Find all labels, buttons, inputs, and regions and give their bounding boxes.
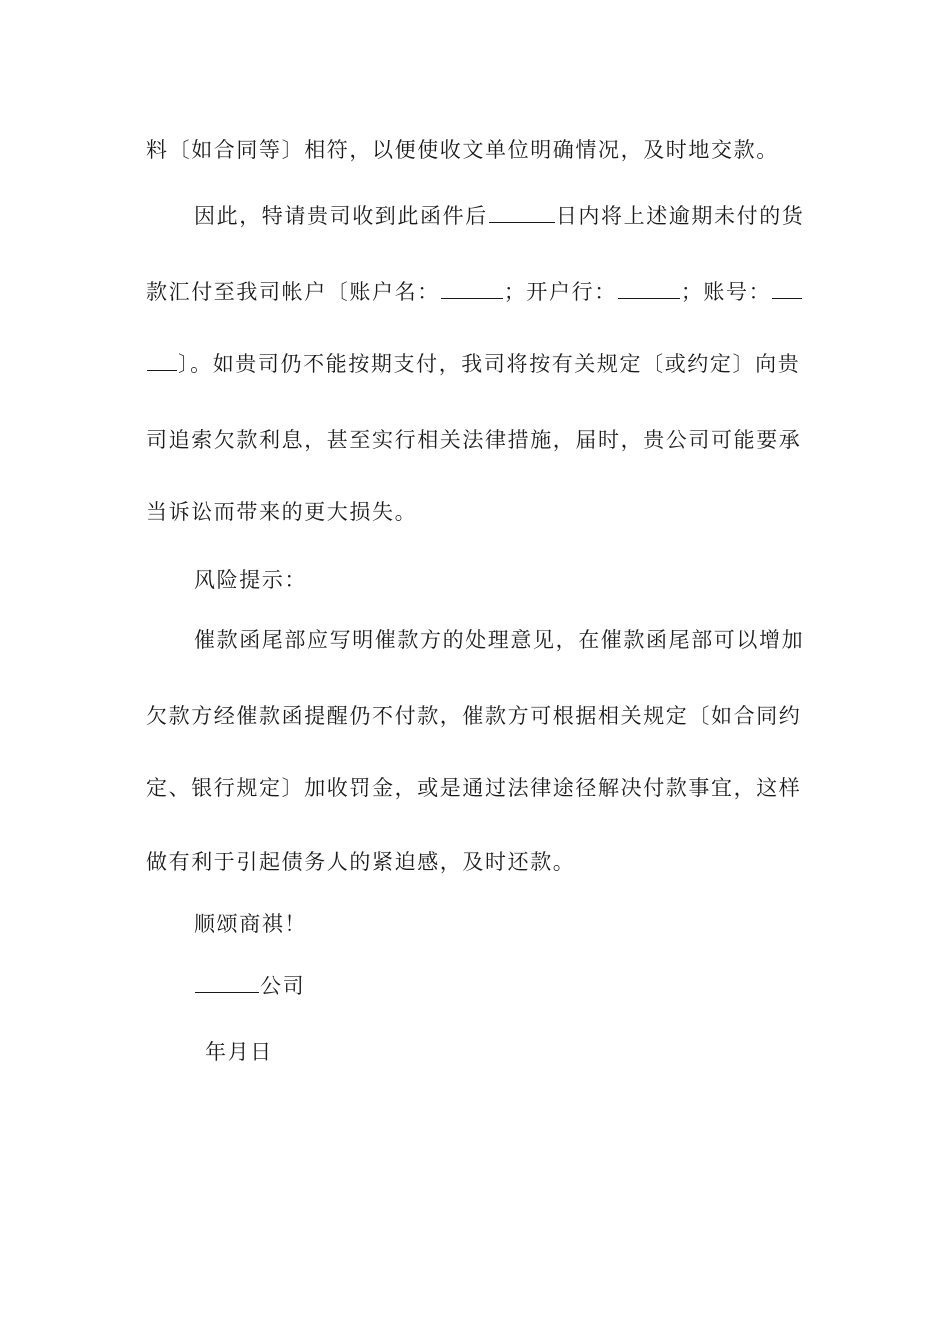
date-line bbox=[205, 1036, 867, 1068]
text: 当诉讼而带来的更大损失。 bbox=[146, 500, 418, 524]
text: 款汇付至我司帐户〔账户名： bbox=[146, 280, 440, 304]
risk-heading bbox=[194, 564, 808, 596]
text: 料〔如合同等〕相符，以便使收文单位明确情况，及时地交款。 bbox=[146, 138, 779, 162]
paragraph-line bbox=[194, 200, 808, 232]
fill-in-blank-days bbox=[489, 200, 555, 223]
fill-in-blank-company bbox=[195, 970, 259, 993]
text: 公司 bbox=[260, 974, 306, 998]
text: 顺颂商祺！ bbox=[194, 912, 307, 936]
text: 〕。如贵司仍不能按期支付，我司将按有关规定〔或约定〕向贵 bbox=[178, 352, 801, 376]
text: 欠款方经催款函提醒仍不付款，催款方可根据相关规定〔如合同约 bbox=[146, 704, 802, 728]
paragraph-line bbox=[146, 276, 808, 308]
fill-in-blank-account-name bbox=[441, 276, 503, 299]
text: ；开户行： bbox=[503, 280, 617, 304]
paragraph-line bbox=[146, 348, 808, 380]
text: 司追索欠款利息，甚至实行相关法律措施，届时，贵公司可能要承 bbox=[146, 428, 802, 452]
signature-line bbox=[194, 970, 808, 1002]
text: 风险提示： bbox=[194, 568, 307, 592]
text: 定、银行规定〕加收罚金，或是通过法律途径解决付款事宜，这样 bbox=[146, 776, 802, 800]
text: 日内将上述逾期未付的货 bbox=[555, 204, 805, 228]
paragraph-line bbox=[146, 700, 808, 732]
fill-in-blank-account-number bbox=[772, 276, 802, 299]
text: 催款函尾部应写明催款方的处理意见，在催款函尾部可以增加 bbox=[194, 628, 805, 652]
paragraph-line bbox=[146, 772, 808, 804]
paragraph-line bbox=[146, 496, 808, 528]
fill-in-blank-account-number-cont bbox=[147, 348, 177, 371]
text: 年月日 bbox=[205, 1040, 273, 1064]
paragraph-line bbox=[194, 624, 808, 656]
text: 做有利于引起债务人的紧迫感，及时还款。 bbox=[146, 850, 576, 874]
text: 因此，特请贵司收到此函件后 bbox=[194, 204, 488, 228]
paragraph-line bbox=[146, 424, 808, 456]
paragraph-line bbox=[146, 846, 808, 878]
fill-in-blank-bank bbox=[618, 276, 680, 299]
text: ；账号： bbox=[680, 280, 772, 304]
paragraph-line bbox=[146, 134, 808, 166]
closing-line bbox=[194, 908, 808, 940]
